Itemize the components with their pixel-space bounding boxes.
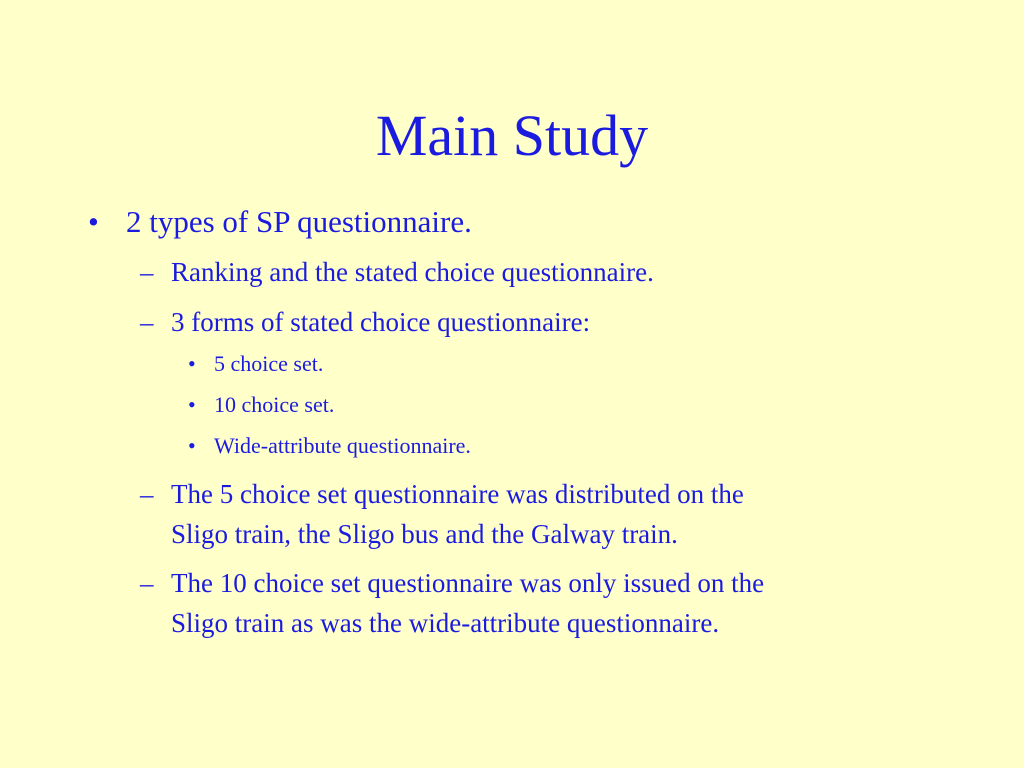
sub-bullet-text: Ranking and the stated choice questionnaire. xyxy=(171,257,654,287)
sub-bullet-marker: – xyxy=(140,257,154,287)
sub-sub-bullet-text: 10 choice set. xyxy=(214,392,335,417)
sub-bullet-text-line2: Sligo train, the Sligo bus and the Galway train. xyxy=(171,519,678,549)
sub-bullet-marker: – xyxy=(140,307,154,337)
sub-bullet-text-line2: Sligo train as was the wide-attribute questionnaire. xyxy=(171,608,720,638)
sub-bullet-text-line1: The 10 choice set questionnaire was only issued on the xyxy=(171,568,765,598)
sub-bullet-marker: – xyxy=(140,568,154,598)
sub-sub-bullet-marker: • xyxy=(188,392,196,417)
sub-sub-bullet-marker: • xyxy=(188,351,196,376)
slide-title: Main Study xyxy=(375,103,649,168)
sub-bullet-text: 3 forms of stated choice questionnaire: xyxy=(171,307,591,337)
sub-sub-bullet-text: Wide-attribute questionnaire. xyxy=(214,433,471,458)
bullet-marker: • xyxy=(88,204,99,239)
bullet-text: 2 types of SP questionnaire. xyxy=(126,204,472,239)
sub-sub-bullet-marker: • xyxy=(188,433,196,458)
sub-bullet-text-line1: The 5 choice set questionnaire was distributed on the xyxy=(171,479,744,509)
sub-sub-bullet-text: 5 choice set. xyxy=(214,351,324,376)
sub-bullet-marker: – xyxy=(140,479,154,509)
